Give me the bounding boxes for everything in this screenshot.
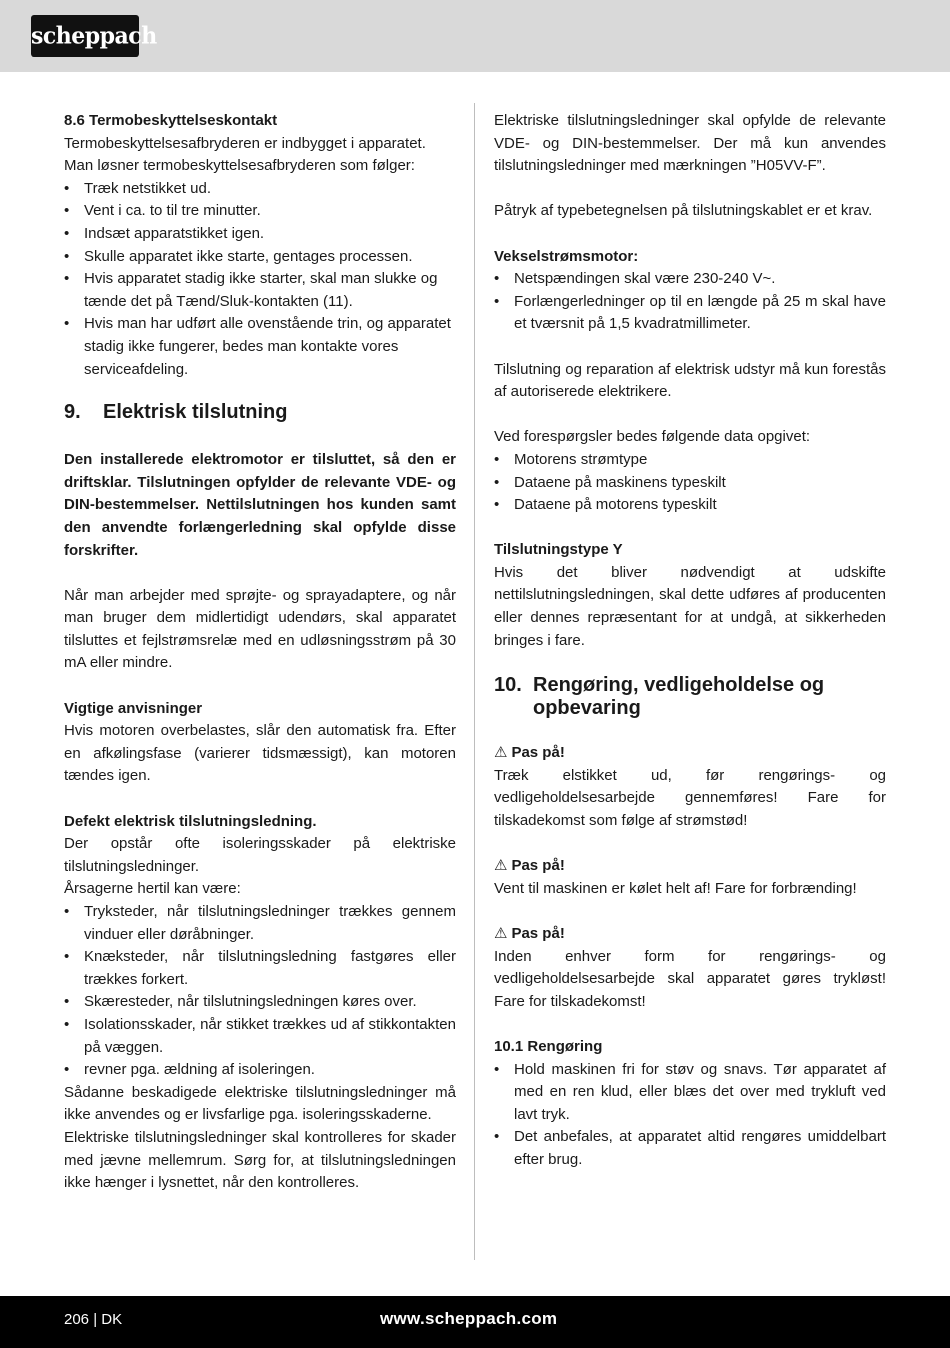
section-10-title: Rengøring, vedligeholdelse og opbevaring	[533, 674, 825, 720]
list-item: • Hold maskinen fri for støv og snavs. Tør apparatet af med en ren klud, eller blæs det over med trykluft ved lavt tryk.	[494, 1059, 886, 1127]
warning-text-2: Vent til maskinen er kølet helt af! Fare for forbrænding!	[494, 879, 857, 897]
section-8-6-steps	[64, 178, 456, 381]
left-column	[64, 110, 456, 1195]
section-10-number: 10.	[494, 674, 522, 697]
list-item: • Forlængerledninger op til en længde på 25 m skal have et tværsnit på 1,5 kvadratmillimeter.	[494, 291, 886, 336]
connection-type-y-text: Hvis det bliver nødvendigt at udskifte nettilslutningsledningen, skal dette udføres af producenten eller dennes repræsentant for at undgå, at sikkerheden bringes i fare.	[494, 563, 886, 649]
warning-heading-2	[494, 855, 886, 878]
list-item: • Hvis man har udført alle ovenstående trin, og apparatet stadig ikke fungerer, bedes man kontakte vores serviceafdeling.	[64, 313, 456, 381]
section-9-heading	[64, 401, 456, 424]
list-item: • Det anbefales, at apparatet altid rengøres umiddelbart efter brug.	[494, 1126, 886, 1171]
warning-text-3: Inden enhver form for rengørings- og vedligeholdelsesarbejde skal apparatet gøres trykløst! Fare for tilskadekomst!	[494, 947, 886, 1010]
warning-icon: ⚠	[494, 925, 508, 942]
type-marking-text: Påtryk af typebetegnelsen på tilslutningskablet er et krav.	[494, 202, 873, 220]
important-notes-text: Hvis motoren overbelastes, slår den automatisk fra. Efter en afkølingsfase (varierer tidsmæssigt), kan motoren tændes igen.	[64, 722, 456, 785]
warning-heading-3	[494, 923, 886, 946]
warning-label: Pas på!	[511, 744, 565, 762]
section-9-bold-intro: Den installerede elektromotor er tilsluttet, så den er driftsklar. Tilslutningen opfylder de relevante VDE- og DIN-bestemmelser. Nettilslutningen hos kunden samt den anvendte forlængerledning skal opfylde disse forskrifter.	[64, 451, 456, 559]
connection-type-y-heading: Tilslutningstype Y	[494, 541, 623, 559]
warning-label: Pas på!	[511, 857, 565, 875]
warning-heading-1	[494, 742, 886, 765]
ac-motor-heading: Vekselstrømsmotor:	[494, 247, 639, 265]
page-number: 206 | DK	[64, 1311, 123, 1328]
page-header	[0, 0, 950, 72]
list-item: • Knæksteder, når tilslutningsledning fastgøres eller trækkes forkert.	[64, 946, 456, 991]
section-10-1-heading: 10.1 Rengøring	[494, 1037, 603, 1055]
inquiry-intro: Ved forespørgsler bedes følgende data opgivet:	[494, 428, 811, 446]
section-8-6-heading: 8.6 Termobeskyttelseskontakt	[64, 112, 278, 129]
defective-cable-text: Der opstår ofte isoleringsskader på elektriske tilslutningsledninger.	[64, 835, 456, 875]
list-item: • Dataene på motorens typeskilt	[494, 494, 886, 517]
defective-cable-heading: Defekt elektrisk tilslutningsledning.	[64, 812, 317, 830]
section-9-title: Elektrisk tilslutning	[103, 401, 288, 424]
scheppach-logo: scheppach	[31, 15, 139, 57]
important-notes-heading: Vigtige anvisninger	[64, 699, 203, 717]
defective-cable-warning: Sådanne beskadigede elektriske tilslutningsledninger må ikke anvendes og er livsfarlige pga. isoleringsskaderne.	[64, 1083, 456, 1124]
list-item: • Hvis apparatet stadig ikke starter, skal man slukke og tænde det på Tænd/Sluk-kontakten (11).	[64, 268, 456, 313]
section-8-6-intro: Termobeskyttelsesafbryderen er indbygget i apparatet. Man løsner termobeskyttelsesafbryderen som følger:	[64, 134, 426, 175]
warning-icon: ⚠	[494, 744, 508, 762]
warning-label: Pas på!	[511, 925, 565, 942]
list-item: • Netspændingen skal være 230-240 V~.	[494, 268, 886, 291]
warning-icon: ⚠	[494, 857, 508, 875]
right-column	[494, 110, 886, 1172]
section-9-number: 9.	[64, 401, 81, 424]
defective-cable-check: Elektriske tilslutningsledninger skal kontrolleres for skader med jævne mellemrum. Sørg for, at tilslutningsledningen ikke hænger i lysnettet, når den kontrolleres.	[64, 1128, 456, 1192]
list-item: • revner pga. ældning af isoleringen.	[64, 1059, 456, 1082]
list-item: • Træk netstikket ud.	[64, 178, 456, 201]
ac-motor-list	[494, 268, 886, 336]
inquiry-data-list	[494, 449, 886, 517]
section-10-1-list	[494, 1059, 886, 1172]
list-item: • Vent i ca. to til tre minutter.	[64, 200, 456, 223]
list-item: • Skulle apparatet ikke starte, gentages processen.	[64, 246, 456, 269]
column-divider	[474, 103, 475, 1260]
electrician-text: Tilslutning og reparation af elektrisk udstyr må kun forestås af autoriserede elektrikere.	[494, 360, 886, 401]
list-item: • Isolationsskader, når stikket trækkes ud af stikkontakten på væggen.	[64, 1014, 456, 1059]
section-10-heading	[494, 674, 886, 720]
section-9-paragraph: Når man arbejder med sprøjte- og sprayadaptere, og når man bruger dem midlertidigt udendørs, skal apparatet tilsluttes et fejlstrømsrelæ med en udløsningsstrøm på 30 mA eller mindre.	[64, 586, 456, 672]
page-footer	[0, 1296, 950, 1348]
list-item: • Indsæt apparatstikket igen.	[64, 223, 456, 246]
list-item: • Motorens strømtype	[494, 449, 886, 472]
list-item: • Tryksteder, når tilslutningsledninger trækkes gennem vinduer eller døråbninger.	[64, 901, 456, 946]
warning-text-1: Træk elstikket ud, før rengørings- og vedligeholdelsesarbejde gennemføres! Fare for tilskadekomst som følge af strømstød!	[494, 766, 886, 830]
cable-requirements-text: Elektriske tilslutningsledninger skal opfylde de relevante VDE- og DIN-bestemmelser. Der må kun anvendes tilslutningsledninger med mærkningen ”H05VV-F”.	[494, 112, 886, 175]
list-item: • Dataene på maskinens typeskilt	[494, 472, 886, 495]
website-url: www.scheppach.com	[380, 1309, 558, 1328]
list-item: • Skæresteder, når tilslutningsledningen køres over.	[64, 991, 456, 1014]
defective-cable-causes-intro: Årsagerne hertil kan være:	[64, 880, 241, 898]
defective-cable-causes	[64, 901, 456, 1082]
